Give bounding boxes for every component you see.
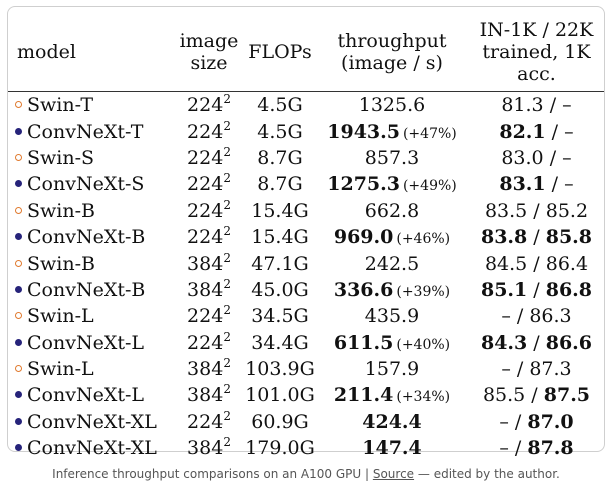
- accuracy-cell: [469, 145, 604, 171]
- image-size-exponent: 2: [223, 382, 231, 397]
- table-row: [8, 330, 604, 356]
- throughput-value: 336.6: [333, 278, 394, 301]
- table-row: [8, 198, 604, 224]
- image-size-value: 224: [187, 173, 224, 196]
- image-size-value: 224: [187, 120, 224, 143]
- header-tp-line2: (image / s): [341, 52, 443, 74]
- image-size-cell: [173, 277, 245, 303]
- accuracy-cell: [469, 171, 604, 197]
- model-cell: [8, 382, 173, 408]
- accuracy-separator: /: [527, 278, 546, 301]
- accuracy-1k: –: [501, 358, 511, 381]
- model-cell: [8, 409, 173, 435]
- accuracy-22k: –: [564, 173, 574, 196]
- flops-cell: 8.7G: [257, 173, 303, 196]
- accuracy-cell: [469, 277, 604, 303]
- table-row: [8, 118, 604, 144]
- model-name: Swin-S: [27, 146, 95, 169]
- accuracy-separator: /: [545, 173, 565, 196]
- model-cell: [8, 171, 173, 197]
- accuracy-cell: [469, 224, 604, 250]
- throughput-cell: [315, 303, 469, 329]
- accuracy-cell: [469, 356, 604, 382]
- table-row: [8, 435, 604, 461]
- image-size-value: 224: [187, 305, 224, 328]
- accuracy-separator: /: [525, 384, 544, 407]
- image-size-cell: [173, 303, 245, 329]
- flops-cell: 60.9G: [251, 410, 309, 433]
- accuracy-separator: /: [527, 226, 546, 249]
- swin-marker-icon: [15, 154, 22, 161]
- throughput-value: 1943.5: [327, 120, 400, 143]
- model-cell: [8, 303, 173, 329]
- image-size-exponent: 2: [223, 118, 231, 133]
- table-row: [8, 171, 604, 197]
- image-size-value: 224: [187, 226, 224, 249]
- throughput-cell: [315, 171, 469, 197]
- image-size-exponent: 2: [223, 408, 231, 423]
- flops-cell: 103.9G: [245, 358, 315, 381]
- image-size-cell: [173, 145, 245, 171]
- image-size-value: 224: [187, 146, 224, 169]
- image-size-value: 384: [187, 437, 224, 460]
- accuracy-1k: 83.8: [480, 226, 528, 249]
- accuracy-1k: –: [501, 305, 511, 328]
- throughput-gain: (+46%): [396, 231, 451, 248]
- flops-cell: 4.5G: [257, 120, 303, 143]
- throughput-value: 1325.6: [358, 94, 426, 117]
- accuracy-22k: 87.8: [527, 437, 574, 460]
- table-row: [8, 382, 604, 408]
- accuracy-1k: –: [499, 437, 509, 460]
- model-name: ConvNeXt-XL: [27, 410, 157, 433]
- throughput-value: 242.5: [364, 252, 420, 275]
- image-size-exponent: 2: [223, 92, 231, 107]
- accuracy-22k: 86.8: [545, 278, 593, 301]
- convnext-marker-icon: [15, 233, 22, 240]
- accuracy-1k: 85.5: [482, 384, 526, 407]
- table-row: [8, 224, 604, 250]
- table-header-row: [8, 15, 604, 92]
- flops-cell: 47.1G: [251, 252, 309, 275]
- convnext-marker-icon: [15, 444, 22, 451]
- accuracy-22k: 85.8: [545, 226, 593, 249]
- image-size-cell: [173, 382, 245, 408]
- accuracy-1k: 82.1: [499, 120, 546, 143]
- image-size-cell: [173, 250, 245, 276]
- header-image-size: [173, 15, 245, 92]
- accuracy-1k: 84.5: [484, 252, 528, 275]
- accuracy-1k: –: [499, 410, 509, 433]
- accuracy-cell: [469, 382, 604, 408]
- accuracy-1k: 84.3: [480, 331, 528, 354]
- accuracy-22k: –: [562, 146, 572, 169]
- accuracy-1k: 83.5: [484, 199, 528, 222]
- image-size-exponent: 2: [223, 197, 231, 212]
- throughput-cell: [315, 356, 469, 382]
- table-row: [8, 409, 604, 435]
- accuracy-separator: /: [543, 146, 563, 169]
- throughput-value: 611.5: [333, 331, 394, 354]
- image-size-exponent: 2: [223, 224, 231, 239]
- model-name: ConvNeXt-B: [27, 226, 146, 249]
- image-size-value: 224: [187, 331, 224, 354]
- model-name: ConvNeXt-XL: [27, 437, 157, 460]
- header-acc-line2: trained, 1K acc.: [482, 41, 591, 85]
- image-size-value: 224: [187, 94, 224, 117]
- swin-marker-icon: [15, 365, 22, 372]
- model-cell: [8, 330, 173, 356]
- accuracy-separator: /: [545, 120, 565, 143]
- model-name: ConvNeXt-B: [27, 278, 146, 301]
- accuracy-cell: [469, 409, 604, 435]
- image-size-cell: [173, 92, 245, 119]
- throughput-cell: [315, 118, 469, 144]
- flops-cell: 4.5G: [257, 94, 303, 117]
- accuracy-1k: 83.0: [501, 146, 544, 169]
- flops-cell: 8.7G: [257, 146, 303, 169]
- image-size-exponent: 2: [223, 144, 231, 159]
- accuracy-separator: /: [527, 331, 546, 354]
- image-size-exponent: 2: [223, 250, 231, 265]
- throughput-value: 157.9: [364, 358, 420, 381]
- accuracy-cell: [469, 303, 604, 329]
- table-body: [8, 92, 604, 462]
- throughput-value: 1275.3: [327, 173, 400, 196]
- image-size-exponent: 2: [223, 329, 231, 344]
- image-size-exponent: 2: [223, 435, 231, 450]
- swin-marker-icon: [15, 101, 22, 108]
- throughput-value: 857.3: [364, 146, 420, 169]
- accuracy-22k: 87.5: [543, 384, 591, 407]
- image-size-cell: [173, 171, 245, 197]
- flops-cell: 15.4G: [251, 226, 309, 249]
- header-acc-line1: IN-1K / 22K: [479, 19, 594, 41]
- header-size-line1: image: [179, 30, 239, 52]
- header-accuracy: [469, 15, 604, 92]
- throughput-gain: (+34%): [396, 389, 451, 406]
- flops-cell: 34.4G: [251, 331, 309, 354]
- table-row: [8, 277, 604, 303]
- swin-marker-icon: [15, 312, 22, 319]
- model-cell: [8, 118, 173, 144]
- source-link[interactable]: Source: [372, 467, 415, 481]
- model-name: ConvNeXt-L: [27, 384, 145, 407]
- accuracy-1k: 81.3: [501, 94, 544, 117]
- convnext-marker-icon: [15, 286, 22, 293]
- throughput-cell: [315, 277, 469, 303]
- accuracy-separator: /: [543, 94, 563, 117]
- image-size-exponent: 2: [223, 171, 231, 186]
- caption-suffix: — edited by the author.: [414, 467, 560, 481]
- accuracy-cell: [469, 118, 604, 144]
- image-size-cell: [173, 198, 245, 224]
- throughput-cell: [315, 198, 469, 224]
- accuracy-22k: 86.3: [529, 305, 572, 328]
- accuracy-cell: [469, 330, 604, 356]
- model-name: ConvNeXt-L: [27, 331, 145, 354]
- convnext-marker-icon: [15, 180, 22, 187]
- flops-cell: 45.0G: [251, 278, 309, 301]
- table-frame: [7, 6, 605, 460]
- model-name: Swin-B: [27, 252, 95, 275]
- throughput-table: [8, 15, 604, 461]
- model-cell: [8, 92, 173, 119]
- flops-cell: 101.0G: [245, 384, 315, 407]
- accuracy-1k: 83.1: [499, 173, 546, 196]
- throughput-cell: [315, 92, 469, 119]
- model-cell: [8, 277, 173, 303]
- convnext-marker-icon: [15, 339, 22, 346]
- accuracy-22k: –: [564, 120, 574, 143]
- table-row: [8, 92, 604, 119]
- accuracy-22k: 86.6: [545, 331, 593, 354]
- header-tp-line1: throughput: [337, 30, 447, 52]
- header-model: model: [17, 41, 76, 63]
- caption-prefix: Inference throughput comparisons on an A100 GPU |: [52, 467, 373, 481]
- throughput-cell: [315, 435, 469, 461]
- accuracy-cell: [469, 250, 604, 276]
- image-size-value: 384: [187, 252, 224, 275]
- model-name: Swin-L: [27, 358, 94, 381]
- table-row: [8, 145, 604, 171]
- image-size-cell: [173, 118, 245, 144]
- throughput-cell: [315, 382, 469, 408]
- accuracy-22k: 85.2: [545, 199, 589, 222]
- header-size-line2: size: [190, 52, 228, 74]
- image-size-cell: [173, 224, 245, 250]
- model-cell: [8, 145, 173, 171]
- image-size-cell: [173, 435, 245, 461]
- image-size-exponent: 2: [223, 276, 231, 291]
- accuracy-separator: /: [527, 199, 546, 222]
- accuracy-22k: –: [562, 94, 572, 117]
- throughput-gain: (+40%): [396, 336, 451, 353]
- accuracy-separator: /: [510, 358, 530, 381]
- throughput-value: 662.8: [364, 199, 420, 222]
- accuracy-cell: [469, 198, 604, 224]
- table-row: [8, 250, 604, 276]
- throughput-value: 147.4: [362, 437, 422, 460]
- accuracy-separator: /: [527, 252, 546, 275]
- swin-marker-icon: [15, 207, 22, 214]
- convnext-marker-icon: [15, 391, 22, 398]
- header-throughput: [315, 15, 469, 92]
- throughput-cell: [315, 409, 469, 435]
- image-size-value: 384: [187, 278, 224, 301]
- model-name: ConvNeXt-S: [27, 173, 145, 196]
- throughput-gain: (+47%): [402, 125, 457, 142]
- figure-caption: [0, 467, 612, 481]
- model-cell: [8, 250, 173, 276]
- model-name: Swin-B: [27, 199, 95, 222]
- accuracy-cell: [469, 435, 604, 461]
- throughput-cell: [315, 250, 469, 276]
- model-name: ConvNeXt-T: [27, 120, 144, 143]
- header-flops: FLOPs: [248, 41, 312, 63]
- flops-cell: 15.4G: [251, 199, 309, 222]
- accuracy-1k: 85.1: [480, 278, 528, 301]
- throughput-value: 969.0: [333, 226, 394, 249]
- image-size-cell: [173, 330, 245, 356]
- model-cell: [8, 224, 173, 250]
- throughput-gain: (+39%): [396, 283, 451, 300]
- convnext-marker-icon: [15, 128, 22, 135]
- accuracy-22k: 87.3: [529, 358, 572, 381]
- throughput-cell: [315, 145, 469, 171]
- model-cell: [8, 198, 173, 224]
- throughput-value: 435.9: [364, 305, 420, 328]
- model-name: Swin-L: [27, 305, 94, 328]
- image-size-value: 384: [187, 384, 224, 407]
- image-size-value: 224: [187, 410, 224, 433]
- flops-cell: 34.5G: [251, 305, 309, 328]
- throughput-gain: (+49%): [402, 178, 457, 195]
- image-size-cell: [173, 409, 245, 435]
- image-size-exponent: 2: [223, 356, 231, 371]
- throughput-value: 424.4: [362, 410, 422, 433]
- image-size-value: 224: [187, 199, 224, 222]
- image-size-value: 384: [187, 358, 224, 381]
- swin-marker-icon: [15, 260, 22, 267]
- throughput-cell: [315, 330, 469, 356]
- model-name: Swin-T: [27, 94, 94, 117]
- throughput-cell: [315, 224, 469, 250]
- model-cell: [8, 435, 173, 461]
- image-size-exponent: 2: [223, 303, 231, 318]
- flops-cell: 179.0G: [245, 437, 315, 460]
- accuracy-22k: 87.0: [527, 410, 574, 433]
- model-cell: [8, 356, 173, 382]
- accuracy-cell: [469, 92, 604, 119]
- accuracy-separator: /: [508, 410, 528, 433]
- accuracy-separator: /: [508, 437, 528, 460]
- table-row: [8, 356, 604, 382]
- image-size-cell: [173, 356, 245, 382]
- throughput-value: 211.4: [333, 384, 394, 407]
- table-row: [8, 303, 604, 329]
- accuracy-separator: /: [510, 305, 530, 328]
- convnext-marker-icon: [15, 418, 22, 425]
- accuracy-22k: 86.4: [545, 252, 589, 275]
